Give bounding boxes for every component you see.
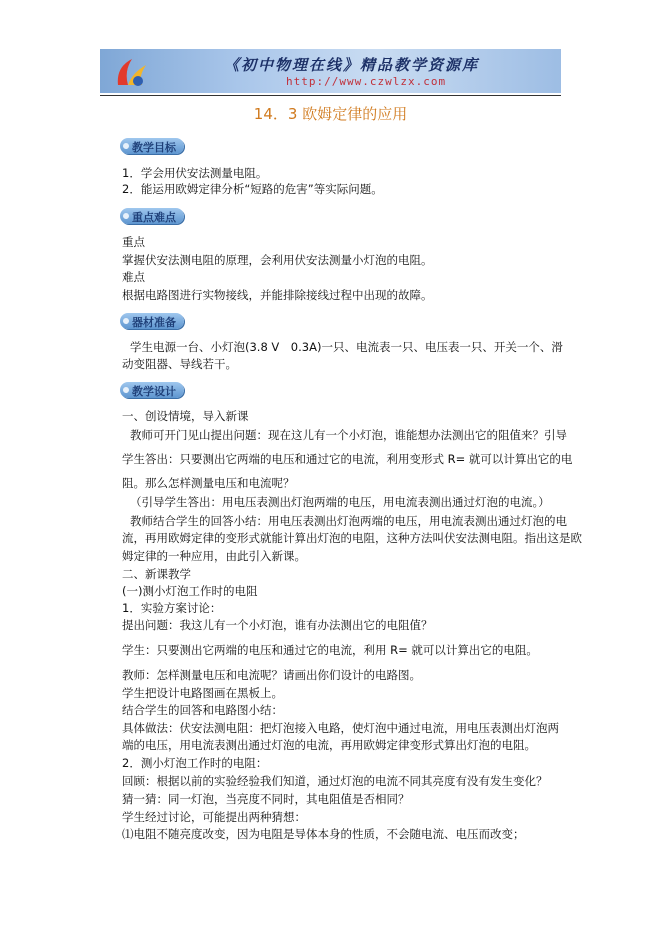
text-line: ⑴电阻不随亮度改变，因为电阻是导体本身的性质，不会随电流、电压而改变； [122, 827, 525, 841]
text-line: 难点 [122, 270, 145, 284]
text-line: 学生电源一台、小灯泡(3.8 V 0.3A)一只、电流表一只、电压表一只、开关一个、滑 [130, 340, 563, 354]
text-line: 端的电压，用电流表测出通过灯泡的电流，再用欧姆定律变形式算出灯泡的电阻。 [122, 738, 536, 752]
text-line: （引导学生答出：用电压表测出灯泡两端的电压，用电流表测出通过灯泡的电流。） [130, 495, 550, 509]
text-line: 重点 [122, 235, 145, 249]
logo-icon [112, 55, 152, 89]
section-tag-equipment [120, 313, 184, 329]
text-line: 根据电路图进行实物接线，并能排除接线过程中出现的故障。 [122, 288, 433, 302]
text-line: 提出问题：我这儿有一个小灯泡，谁有办法测出它的电阻值？ [122, 618, 433, 632]
text-line: 学生把设计电路图画在黑板上。 [122, 686, 283, 700]
section-tag-label: 器材准备 [132, 316, 176, 329]
text-line: 回顾：根据以前的实验经验我们知道，通过灯泡的电流不同其亮度有没有发生变化？ [122, 774, 548, 788]
section-tag-keypoints [120, 208, 184, 224]
text-line: 1．学会用伏安法测量电阻。 [122, 166, 268, 180]
section-tag-label: 教学目标 [132, 141, 176, 154]
text-line: 姆定律的一种应用，由此引入新课。 [122, 549, 306, 563]
text-line: 学生经过讨论，可能提出两种猜想： [122, 810, 306, 824]
text-line: 具体做法：伏安法测电阻：把灯泡接入电路，使灯泡中通过电流，用电压表测出灯泡两 [122, 721, 559, 735]
text-line: 1．实验方案讨论： [122, 601, 222, 615]
text-line: 学生：只要测出它两端的电压和通过它的电流，利用 R= 就可以计算出它的电阻。 [122, 643, 538, 657]
text-line: 教师：怎样测量电压和电流呢？请画出你们设计的电路图。 [122, 668, 421, 682]
banner-title: 《初中物理在线》精品教学资源库 [224, 56, 480, 74]
banner-url: http://www.czwlzx.com [286, 75, 447, 88]
text-line: 教师结合学生的回答小结：用电压表测出灯泡两端的电压，用电流表测出通过灯泡的电 [130, 514, 567, 528]
text-line: 掌握伏安法测电阻的原理，会利用伏安法测量小灯泡的电阻。 [122, 253, 433, 267]
text-line: 阻。那么怎样测量电压和电流呢？ [122, 476, 295, 490]
text-line: 猜一猜：同一灯泡，当亮度不同时，其电阻值是否相同？ [122, 792, 410, 806]
text-line: 一、创设情境，导入新课 [122, 409, 249, 423]
document-title: 14．3 欧姆定律的应用 [253, 105, 408, 123]
text-line: (一)测小灯泡工作时的电阻 [122, 584, 258, 598]
text-line: 结合学生的回答和电路图小结： [122, 703, 283, 717]
section-tag-label: 教学设计 [132, 385, 176, 398]
section-tag-label: 重点难点 [132, 211, 176, 224]
text-line: 二、新课教学 [122, 567, 191, 581]
section-tag-design [120, 382, 184, 398]
text-line: 2．能运用欧姆定律分析“短路的危害”等实际问题。 [122, 182, 383, 196]
header-banner [100, 49, 561, 93]
header-rule [100, 95, 561, 96]
section-tag-objectives [120, 138, 184, 154]
text-line: 学生答出：只要测出它两端的电压和通过它的电流，利用变形式 R= 就可以计算出它的电 [122, 452, 573, 466]
text-line: 流，再用欧姆定律的变形式就能计算出灯泡的电阻，这种方法叫伏安法测电阻。指出这是欧 [122, 531, 582, 545]
text-line: 动变阻器、导线若干。 [122, 357, 237, 371]
text-line: 教师可开门见山提出问题：现在这儿有一个小灯泡，谁能想办法测出它的阻值来？引导 [130, 428, 567, 442]
text-line: 2．测小灯泡工作时的电阻： [122, 756, 268, 770]
